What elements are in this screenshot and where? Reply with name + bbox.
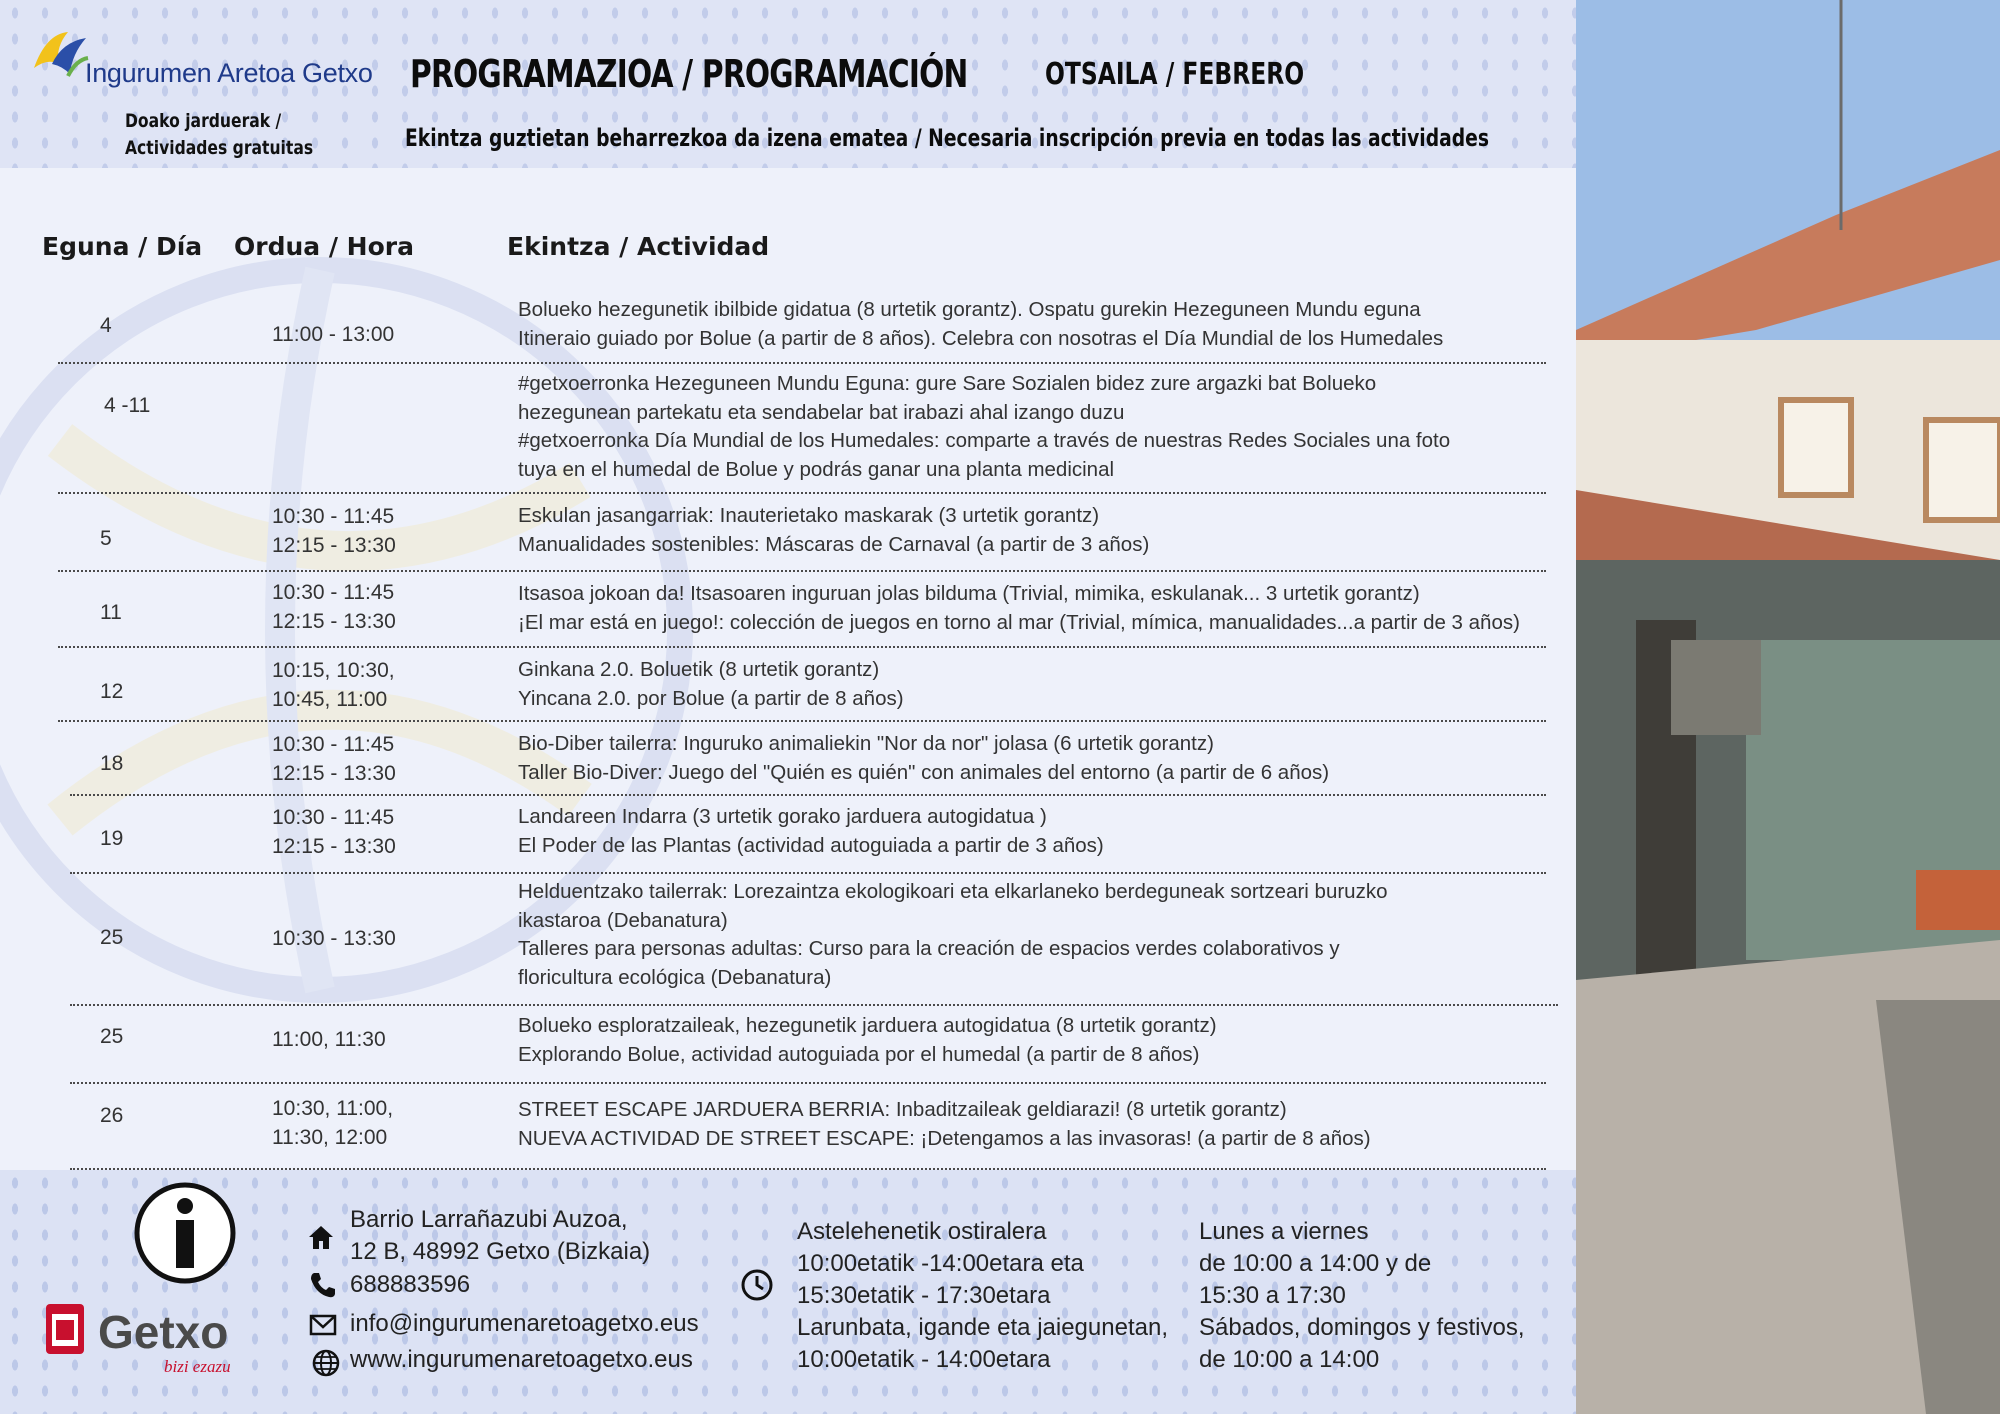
activity-cell [518, 580, 1520, 637]
page-title: PROGRAMAZIOA / PROGRAMACIÓN [410, 52, 968, 96]
hours-line: 15:30 a 17:30 [1199, 1282, 1346, 1309]
time-cell [272, 1094, 393, 1152]
activity-cell [518, 878, 1387, 992]
hours-line: 10:00etatik -14:00etara eta [797, 1250, 1084, 1277]
time-line: 10:30 - 13:30 [272, 927, 396, 950]
time-cell [272, 924, 396, 953]
column-header-time: Ordua / Hora [234, 232, 414, 261]
activity-line: tuya en el humedal de Bolue y podrás ganar una planta medicinal [518, 457, 1115, 481]
day-cell: 12 [100, 680, 124, 703]
activity-line: NUEVA ACTIVIDAD DE STREET ESCAPE: ¡Detengamos a las invasoras! (a partir de 8 años) [518, 1126, 1371, 1150]
time-line: 12:15 - 13:30 [272, 610, 396, 633]
time-line: 12:15 - 13:30 [272, 534, 396, 557]
opening-hours-eu [797, 1216, 1168, 1376]
activity-line: #getxoerronka Día Mundial de los Humedales: comparte a través de nuestras Redes Sociales una foto [518, 429, 1451, 452]
time-line: 10:45, 11:00 [272, 688, 388, 711]
activity-line: floricultura ecológica (Debanatura) [518, 965, 832, 989]
time-line: 12:15 - 13:30 [272, 762, 396, 785]
getxo-tagline: bizi ezazu [164, 1357, 231, 1376]
activity-line: El Poder de las Plantas (actividad autoguiada a partir de 3 años) [518, 833, 1104, 857]
row-divider [58, 362, 1546, 364]
activity-line: Itsasoa jokoan da! Itsasoaren inguruan jolas bilduma (Trivial, mimika, eskulanak... 3 urtetik gorantz) [518, 582, 1420, 605]
activity-line: Yincana 2.0. por Bolue (a partir de 8 años) [518, 686, 904, 710]
day-cell: 4 [100, 314, 112, 337]
address-line-2: 12 B, 48992 Getxo (Bizkaia) [350, 1238, 651, 1265]
opening-hours-es [1199, 1216, 1525, 1376]
activity-line: Ginkana 2.0. Boluetik (8 urtetik gorantz) [518, 658, 880, 681]
globe-icon [311, 1348, 341, 1378]
activity-line: #getxoerronka Hezeguneen Mundu Eguna: gure Sare Sozialen bidez zure argazki bat Bolueko [518, 372, 1377, 395]
hours-line: Larunbata, igande eta jaiegunetan, [797, 1314, 1168, 1341]
hours-line: Lunes a viernes [1199, 1218, 1369, 1245]
row-divider [70, 794, 1546, 796]
time-cell [272, 320, 394, 349]
day-cell: 25 [100, 1025, 124, 1048]
time-line: 10:30, 11:00, [272, 1097, 394, 1120]
time-line: 10:30 - 11:45 [272, 581, 395, 604]
clock-icon [740, 1268, 774, 1302]
activity-line: Eskulan jasangarriak: Inauterietako maskarak (3 urtetik gorantz) [518, 504, 1100, 527]
time-cell [272, 730, 396, 788]
row-divider [58, 720, 1546, 722]
address-line-1: Barrio Larrañazubi Auzoa, [350, 1206, 628, 1233]
brand-logo-text: Ingurumen Aretoa Getxo [85, 58, 373, 88]
phone-number[interactable]: 688883596 [350, 1271, 471, 1298]
day-cell: 11 [100, 601, 122, 624]
column-header-activity: Ekintza / Actividad [507, 232, 770, 261]
home-icon [306, 1222, 336, 1252]
activity-cell [518, 296, 1443, 353]
row-divider [58, 570, 1546, 572]
time-cell [272, 578, 396, 636]
activity-line: ¡El mar está en juego!: colección de juegos en torno al mar (Trivial, mímica, manualidades...a partir de 3 años) [518, 610, 1520, 634]
time-cell [272, 803, 396, 861]
row-divider [58, 492, 1546, 494]
row-divider [58, 646, 1546, 648]
activity-cell [518, 1096, 1371, 1153]
time-cell [272, 656, 395, 714]
activity-line: STREET ESCAPE JARDUERA BERRIA: Inbaditzaileak geldiarazi! (8 urtetik gorantz) [518, 1098, 1287, 1121]
time-line: 11:00 - 13:00 [272, 323, 395, 346]
activity-cell [518, 730, 1329, 787]
column-header-day: Eguna / Día [42, 232, 203, 261]
day-cell: 5 [100, 527, 112, 550]
activity-line: Taller Bio-Diver: Juego del "Quién es quién" con animales del entorno (a partir de 6 años) [518, 760, 1330, 784]
activity-line: Bolueko esploratzaileak, hezegunetik jarduera autogidatua (8 urtetik gorantz) [518, 1014, 1217, 1037]
time-cell [272, 502, 396, 560]
activity-cell [518, 656, 904, 713]
email-link[interactable]: info@ingurumenaretoagetxo.eus [350, 1310, 699, 1337]
activity-line: Talleres para personas adultas: Curso para la creación de espacios verdes colaborativos y [518, 937, 1340, 960]
activity-line: Bio-Diber tailerra: Inguruko animaliekin "Nor da nor" jolasa (6 urtetik gorantz) [518, 732, 1214, 755]
activity-line: Landareen Indarra (3 urtetik gorako jarduera autogidatua ) [518, 805, 1047, 828]
time-line: 11:00, 11:30 [272, 1028, 386, 1051]
hours-line: de 10:00 a 14:00 [1199, 1346, 1380, 1373]
day-cell: 18 [100, 752, 124, 775]
getxo-logo-text: Getxo [98, 1306, 229, 1358]
activity-line: Itineraio guiado por Bolue (a partir de 8 años). Celebra con nosotras el Día Mundial de los Humedales [518, 326, 1444, 350]
time-line: 10:30 - 11:45 [272, 806, 395, 829]
free-activities-label-eu: Doako jarduerak / [125, 110, 282, 132]
activity-line: ikastaroa (Debanatura) [518, 908, 728, 932]
day-cell: 26 [100, 1104, 124, 1127]
time-line: 10:30 - 11:45 [272, 505, 395, 528]
time-line: 12:15 - 13:30 [272, 835, 396, 858]
day-cell: 19 [100, 827, 124, 850]
day-cell: 25 [100, 926, 124, 949]
activity-cell [518, 803, 1104, 860]
hours-line: 15:30etatik - 17:30etara [797, 1282, 1051, 1309]
time-line: 11:30, 12:00 [272, 1126, 388, 1149]
activity-line: Helduentzako tailerrak: Lorezaintza ekologikoari eta elkarlaneko berdeguneak sortzeari buruzko [518, 880, 1388, 903]
free-activities-label-es: Actividades gratuitas [125, 137, 314, 159]
activity-line: hezegunean partekatu eta sendabelar bat irabazi ahal izango duzu [518, 400, 1125, 424]
activity-cell [518, 502, 1149, 559]
row-divider [70, 1082, 1546, 1084]
time-cell [272, 1025, 386, 1054]
registration-note: Ekintza guztietan beharrezkoa da izena ematea / Necesaria inscripción previa en todas las actividades [405, 124, 1489, 152]
getxo-logo [46, 1302, 246, 1382]
activity-line: Manualidades sostenibles: Máscaras de Carnaval (a partir de 3 años) [518, 532, 1150, 556]
row-divider [70, 872, 1546, 874]
activity-line: Explorando Bolue, actividad autoguiada por el humedal (a partir de 8 años) [518, 1042, 1200, 1066]
mail-icon [308, 1310, 338, 1340]
phone-icon [308, 1270, 338, 1300]
bird-logo-icon [28, 24, 90, 84]
row-divider [70, 1168, 1546, 1170]
day-cell: 4 -11 [104, 394, 151, 417]
building-photo [1576, 0, 2000, 1414]
month-label: OTSAILA / FEBRERO [1045, 57, 1305, 92]
info-icon [134, 1182, 236, 1284]
hours-line: Astelehenetik ostiralera [797, 1218, 1047, 1245]
activity-line: Bolueko hezegunetik ibilbide gidatua (8 urtetik gorantz). Ospatu gurekin Hezeguneen Mundu eguna [518, 298, 1421, 321]
website-link[interactable]: www.ingurumenaretoagetxo.eus [350, 1346, 693, 1373]
row-divider [70, 1004, 1558, 1006]
activity-cell [518, 1012, 1217, 1069]
hours-line: Sábados, domingos y festivos, [1199, 1314, 1525, 1341]
activity-cell [518, 370, 1450, 484]
time-line: 10:30 - 11:45 [272, 733, 395, 756]
hours-line: 10:00etatik - 14:00etara [797, 1346, 1051, 1373]
time-line: 10:15, 10:30, [272, 659, 395, 682]
hours-line: de 10:00 a 14:00 y de [1199, 1250, 1432, 1277]
